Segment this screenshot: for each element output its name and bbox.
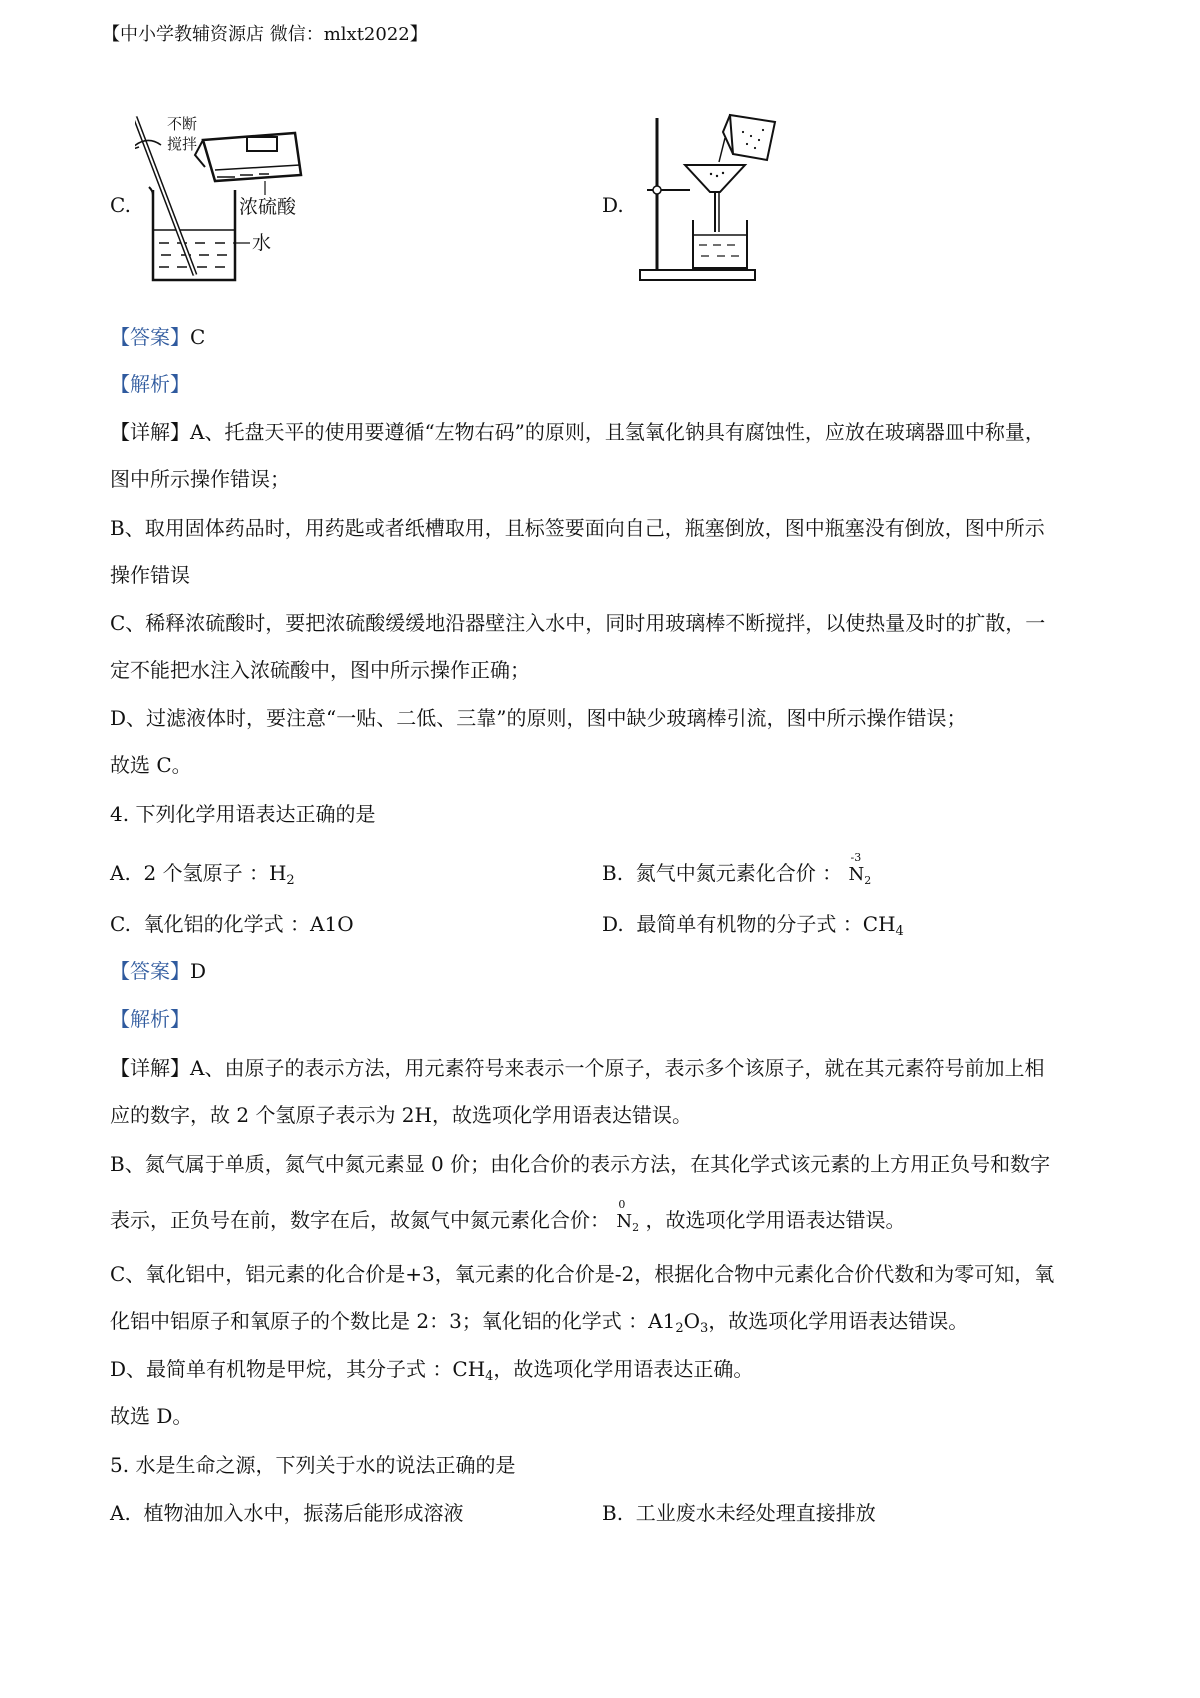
q3-detail-line-3: B、取用固体药品时，用药匙或者纸槽取用，且标签要面向自己，瓶塞倒放，图中瓶塞没有倒放，图中所示	[110, 516, 1045, 540]
option-d-label: D.	[602, 193, 624, 217]
option-c-label: C.	[110, 193, 131, 217]
q4-detail-d-1: D、最简单有机物是甲烷，其分子式 ：$CH_4$，故选项化学用语表达正确。	[110, 1357, 754, 1384]
q3-detail-line-5: C、稀释浓硫酸时，要把浓硫酸缓缓地沿器壁注入水中，同时用玻璃棒不断搅拌，以使热量及时的扩散，一	[110, 611, 1046, 635]
q5-option-b: B. 工业废水未经处理直接排放	[602, 1501, 876, 1525]
q4-answer: 【答案】D	[110, 959, 207, 983]
q4-detail-c-1: C、氧化铝中，铝元素的化合价是+3，氧元素的化合价是-2，根据化合物中元素化合价代数和为零可知，氧	[110, 1262, 1055, 1286]
figure-label-stir-1: 不断	[167, 115, 198, 133]
q4-option-c: C. 氧化铝的化学式 ：A1O	[110, 912, 354, 936]
figure-label-stir-2: 搅拌	[167, 135, 198, 153]
filtration-figure	[635, 110, 795, 290]
q4-analysis-tag: 【解析】	[110, 1007, 190, 1031]
q4-detail-b-2: 表示，正负号在前，数字在后，故氮气中氮元素化合价： 0 $N_2$ ，故选项化学用语表达错误。	[110, 1198, 906, 1234]
q4-detail-b-1: B、氮气属于单质，氮气中氮元素显 0 价；由化合价的表示方法，在其化学式该元素的上方用正负号和数字	[110, 1152, 1051, 1176]
q5-stem: 5. 水是生命之源，下列关于水的说法正确的是	[110, 1453, 516, 1477]
q4-option-b: B. 氮气中氮元素化合价 ： -3 $N_2$	[602, 851, 872, 887]
q3-detail-line-6: 定不能把水注入浓硫酸中，图中所示操作正确；	[110, 658, 530, 682]
dilute-sulfuric-acid-figure	[135, 115, 335, 290]
q4-detail-c-2: 化铝中铝原子和氧原子的个数比是 2：3；氧化铝的化学式 ：$A1_2O_3$，故选项化学用语表达错误。	[110, 1309, 969, 1336]
q3-detail-line-1: 【详解】A、托盘天平的使用要遵循“左物右码”的原则，且氢氧化钠具有腐蚀性，应放在玻璃器皿中称量，	[110, 420, 1045, 444]
q4-detail-a-1: 【详解】A、由原子的表示方法，用元素符号来表示一个原子，表示多个该原子，就在其元素符号前加上相	[110, 1056, 1045, 1080]
q3-detail-line-2: 图中所示操作错误；	[110, 467, 290, 491]
q3-detail-line-4: 操作错误	[110, 563, 190, 587]
q4-stem: 4. 下列化学用语表达正确的是	[110, 802, 376, 826]
q4-option-d: D. 最简单有机物的分子式 ：$CH_4$	[602, 912, 904, 939]
q3-detail-line-7: D、过滤液体时，要注意“一贴、二低、三靠”的原则，图中缺少玻璃棒引流，图中所示操作错误；	[110, 706, 967, 730]
q4-option-a: A. 2 个氢原子 ：$H_2$	[110, 861, 295, 888]
figure-label-acid: 浓硫酸	[239, 196, 297, 218]
q5-option-a: A. 植物油加入水中，振荡后能形成溶液	[110, 1501, 464, 1525]
q4-detail-a-2: 应的数字，故 2 个氢原子表示为 2H，故选项化学用语表达错误。	[110, 1103, 692, 1127]
q3-conclusion: 故选 C。	[110, 753, 192, 777]
figure-label-water: 水	[252, 232, 272, 254]
q4-conclusion: 故选 D。	[110, 1404, 193, 1428]
q3-answer: 【答案】C	[110, 325, 206, 349]
q3-analysis-tag: 【解析】	[110, 372, 190, 396]
page-header: 【中小学教辅资源店 微信：mlxt2022】	[102, 24, 428, 45]
